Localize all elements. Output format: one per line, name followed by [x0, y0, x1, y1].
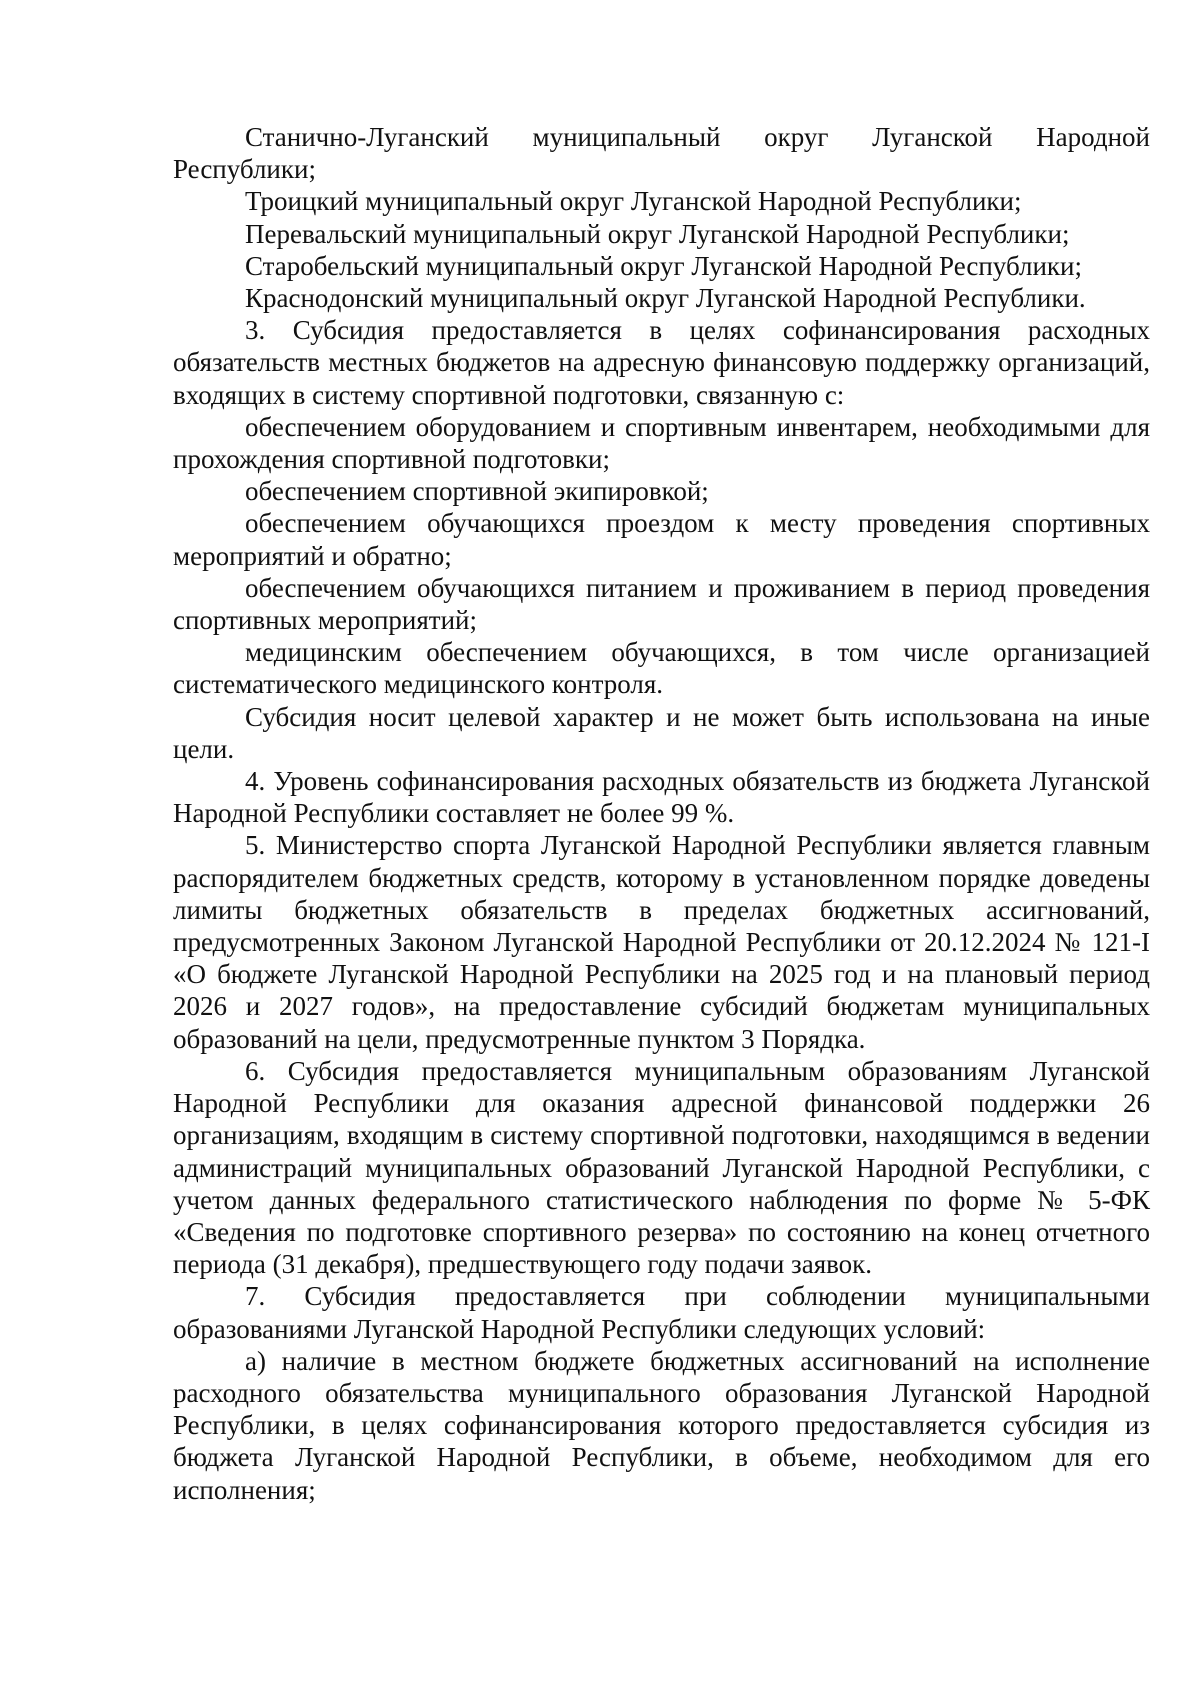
paragraph: Краснодонский муниципальный округ Луганской Народной Республики.: [245, 283, 1086, 314]
paragraph: 6. Субсидия предоставляется муниципальным образованиям Луганской Народной Республики для оказания адресной финансовой поддержки 26 организациям, входящим в систему спортивной подготовки, находящимся в ведении администраций муниципальных образований Луганской Народной Республики, с учетом данных федерального статистического наблюдения по форме № 5-ФК «Сведения по подготовке спортивного резерва» по состоянию на конец отчетного периода (31 декабря), предшествующего году подачи заявок.: [173, 1055, 1150, 1280]
paragraph: а) наличие в местном бюджете бюджетных ассигнований на исполнение расходного обязательства муниципального образования Луганской Народной Республики, в целях софинансирования которого предоставляется субсидия из бюджета Луганской Народной Республики, в объеме, необходимом для его исполнения;: [173, 1345, 1150, 1505]
paragraph: Старобельский муниципальный округ Луганской Народной Республики;: [245, 250, 1082, 281]
paragraph: 5. Министерство спорта Луганской Народной Республики является главным распорядителем бюджетных средств, которому в установленном порядке доведены лимиты бюджетных обязательств в пределах бюджетных ассигнований, предусмотренных Законом Луганской Народной Республики от 20.12.2024 № 121-I «О бюджете Луганской Народной Республики на 2025 год и на плановый период 2026 и 2027 годов», на предоставление субсидий бюджетам муниципальных образований на цели, предусмотренные пунктом 3 Порядка.: [173, 830, 1150, 1054]
paragraph: обеспечением обучающихся питанием и проживанием в период проведения спортивных мероприятий;: [173, 572, 1150, 636]
paragraph: 3. Субсидия предоставляется в целях софинансирования расходных обязательств местных бюджетов на адресную финансовую поддержку организаций, входящих в систему спортивной подготовки, связанную с:: [173, 315, 1150, 410]
paragraph: обеспечением спортивной экипировкой;: [245, 476, 709, 507]
paragraph: Перевальский муниципальный округ Луганской Народной Республики;: [245, 218, 1070, 249]
paragraph: обеспечением оборудованием и спортивным инвентарем, необходимыми для прохождения спортивной подготовки;: [173, 411, 1150, 475]
paragraph: Троицкий муниципальный округ Луганской Народной Республики;: [245, 186, 1022, 217]
paragraph: 7. Субсидия предоставляется при соблюдении муниципальными образованиями Луганской Народной Республики следующих условий:: [173, 1281, 1150, 1344]
paragraph: обеспечением обучающихся проездом к месту проведения спортивных мероприятий и обратно;: [173, 508, 1150, 571]
paragraph: 4. Уровень софинансирования расходных обязательств из бюджета Луганской Народной Республики составляет не более 99 %.: [173, 766, 1150, 829]
paragraph: медицинским обеспечением обучающихся, в том числе организацией систематического медицинского контроля.: [173, 637, 1150, 700]
paragraph: Субсидия носит целевой характер и не может быть использована на иные цели.: [173, 701, 1150, 764]
paragraph: Станично-Луганский муниципальный округ Луганской Народной Республики;: [173, 122, 1150, 185]
document-page: [173, 121, 1150, 1506]
